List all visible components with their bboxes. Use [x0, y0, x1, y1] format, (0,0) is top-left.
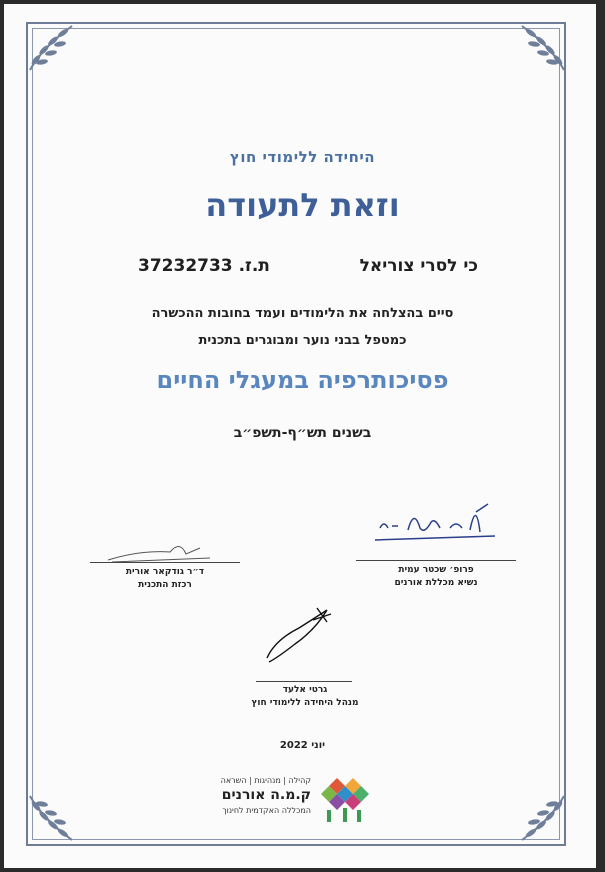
signature-president-icon	[370, 490, 510, 550]
id-number: 37232733	[138, 256, 233, 276]
logo-subtitle: המכללה האקדמית לחינוך	[222, 806, 311, 815]
recipient-row	[138, 256, 478, 276]
signature-coordinator-icon	[100, 530, 220, 566]
kama-oranim-logo	[205, 776, 385, 826]
completion-text-line2: כמטפל בבני נוער ומבוגרים בתכנית	[198, 333, 407, 348]
program-name: פסיכותרפיה במעגלי החיים	[156, 366, 449, 394]
signature-line-center	[256, 681, 352, 682]
college-emblem-icon	[315, 772, 373, 824]
certificate-title: וזאת לתעודה	[205, 186, 400, 224]
laurel-corner-top-left-icon	[22, 18, 82, 78]
recipient-name: כי לסרי צוריאל	[359, 256, 478, 276]
laurel-corner-bottom-right-icon	[512, 788, 572, 848]
logo-tagline: קהילה | מנהיגות | השראה	[220, 776, 311, 785]
issuer-unit-heading: היחידה ללימודי חוץ	[229, 148, 376, 166]
completion-text-line1: סיים בהצלחה את הלימודים ועמד בחובות ההכשרה	[151, 306, 454, 321]
id-group	[138, 256, 270, 276]
id-label: ת.ז.	[238, 256, 270, 276]
president-role: נשיא מכללת אורנים	[394, 578, 478, 588]
logo-name: ק.מ.ה אורנים	[221, 787, 311, 803]
president-name: פרופ׳ שכטר עמית	[398, 565, 474, 575]
director-role: מנהל היחידה ללימודי חוץ	[251, 698, 359, 708]
signature-director-icon	[255, 600, 345, 670]
laurel-corner-bottom-left-icon	[22, 788, 82, 848]
program-years: בשנים תש״ף-תשפ״ב	[233, 425, 372, 441]
laurel-corner-top-right-icon	[512, 18, 572, 78]
signature-line-right	[356, 560, 516, 561]
issue-date: יוני 2022	[279, 740, 326, 751]
coordinator-name: ד״ר גודקאר אורית	[125, 567, 205, 577]
signature-line-left	[90, 562, 240, 563]
coordinator-role: רכזת התכנית	[138, 580, 192, 590]
director-name: גרטי אלעד	[282, 685, 328, 695]
